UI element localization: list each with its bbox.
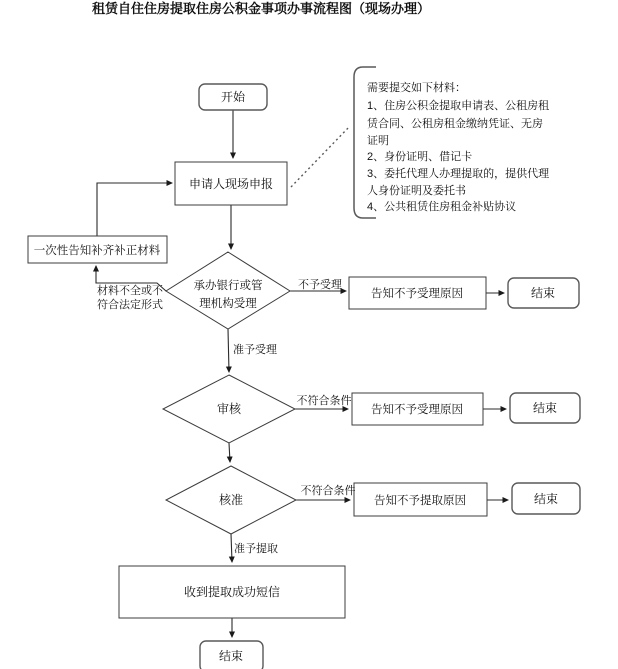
arrow-review-to-approve: [229, 443, 230, 462]
inform-no-withdraw-box-label: 告知不予提取原因: [374, 495, 466, 507]
start-node: [199, 84, 267, 110]
note-text: [367, 80, 549, 213]
edge-label-incomplete-line1: 材料不全或不: [97, 285, 163, 297]
end-node-2: [510, 393, 580, 423]
note-line: 1、住房公积金提取申请表、公租房租: [367, 100, 550, 112]
edge-label-incomplete-line2: 符合法定形式: [97, 299, 163, 311]
review-decision-diamond: [163, 375, 295, 443]
arrow-approve-to-sms: [231, 534, 232, 562]
approve-decision-diamond: [166, 466, 296, 534]
edge-label-not-qualified-approve: 不符合条件: [300, 485, 356, 497]
end-node-4-label: 结束: [218, 649, 244, 663]
sms-node: [119, 566, 345, 618]
apply-node-label: 申请人现场申报: [188, 177, 274, 191]
arrow-supplement-to-apply: [97, 183, 172, 236]
end-node-3: [512, 483, 580, 514]
start-node-label: 开始: [220, 90, 246, 104]
note-line: 赁合同、公租房租金缴纳凭证、无房: [367, 118, 543, 130]
edge-label-accepted: 准予受理: [233, 344, 277, 356]
note-line: 需要提交如下材料：: [367, 82, 466, 94]
accept-decision-label-line1: 承办银行或管: [193, 280, 263, 292]
apply-node: [175, 162, 287, 205]
end-node-1: [508, 278, 579, 308]
inform-no-withdraw-box: [354, 483, 487, 516]
note-dashed-connector: [291, 126, 350, 187]
sms-node-label: 收到提取成功短信: [183, 585, 281, 599]
accept-decision-diamond: [166, 252, 290, 329]
supplement-node: [28, 236, 167, 263]
edge-label-withdraw-granted: 准予提取: [234, 543, 278, 555]
inform-rejection-box-2-label: 告知不予受理原因: [371, 404, 463, 416]
note-line: 证明: [367, 135, 389, 147]
approve-decision-label: 核准: [218, 493, 244, 507]
end-node-4: [200, 641, 263, 669]
inform-rejection-box-1: [349, 277, 486, 309]
inform-rejection-box-1-label: 告知不予受理原因: [371, 288, 463, 300]
supplement-node-label: 一次性告知补齐补正材料: [33, 245, 161, 257]
end-node-2-label: 结束: [532, 401, 558, 415]
page-title: 租赁自住住房提取住房公积金事项办事流程图（现场办理）: [91, 1, 431, 16]
end-node-1-label: 结束: [530, 286, 556, 300]
edge-label-not-qualified-review: 不符合条件: [296, 395, 352, 407]
arrow-accept-to-review: [228, 329, 229, 372]
note-line: 人身份证明及委托书: [367, 185, 466, 197]
note-line: 4、公共租赁住房租金补贴协议: [367, 201, 517, 213]
edge-label-not-accepted: 不予受理: [298, 279, 342, 291]
note-line: 3、委托代理人办理提取的，提供代理: [367, 168, 550, 180]
end-node-3-label: 结束: [533, 492, 559, 506]
note-line: 2、身份证明、借记卡: [367, 151, 473, 163]
inform-rejection-box-2: [352, 393, 483, 425]
review-decision-label: 审核: [216, 402, 242, 416]
accept-decision-label-line2: 理机构受理: [199, 298, 257, 310]
